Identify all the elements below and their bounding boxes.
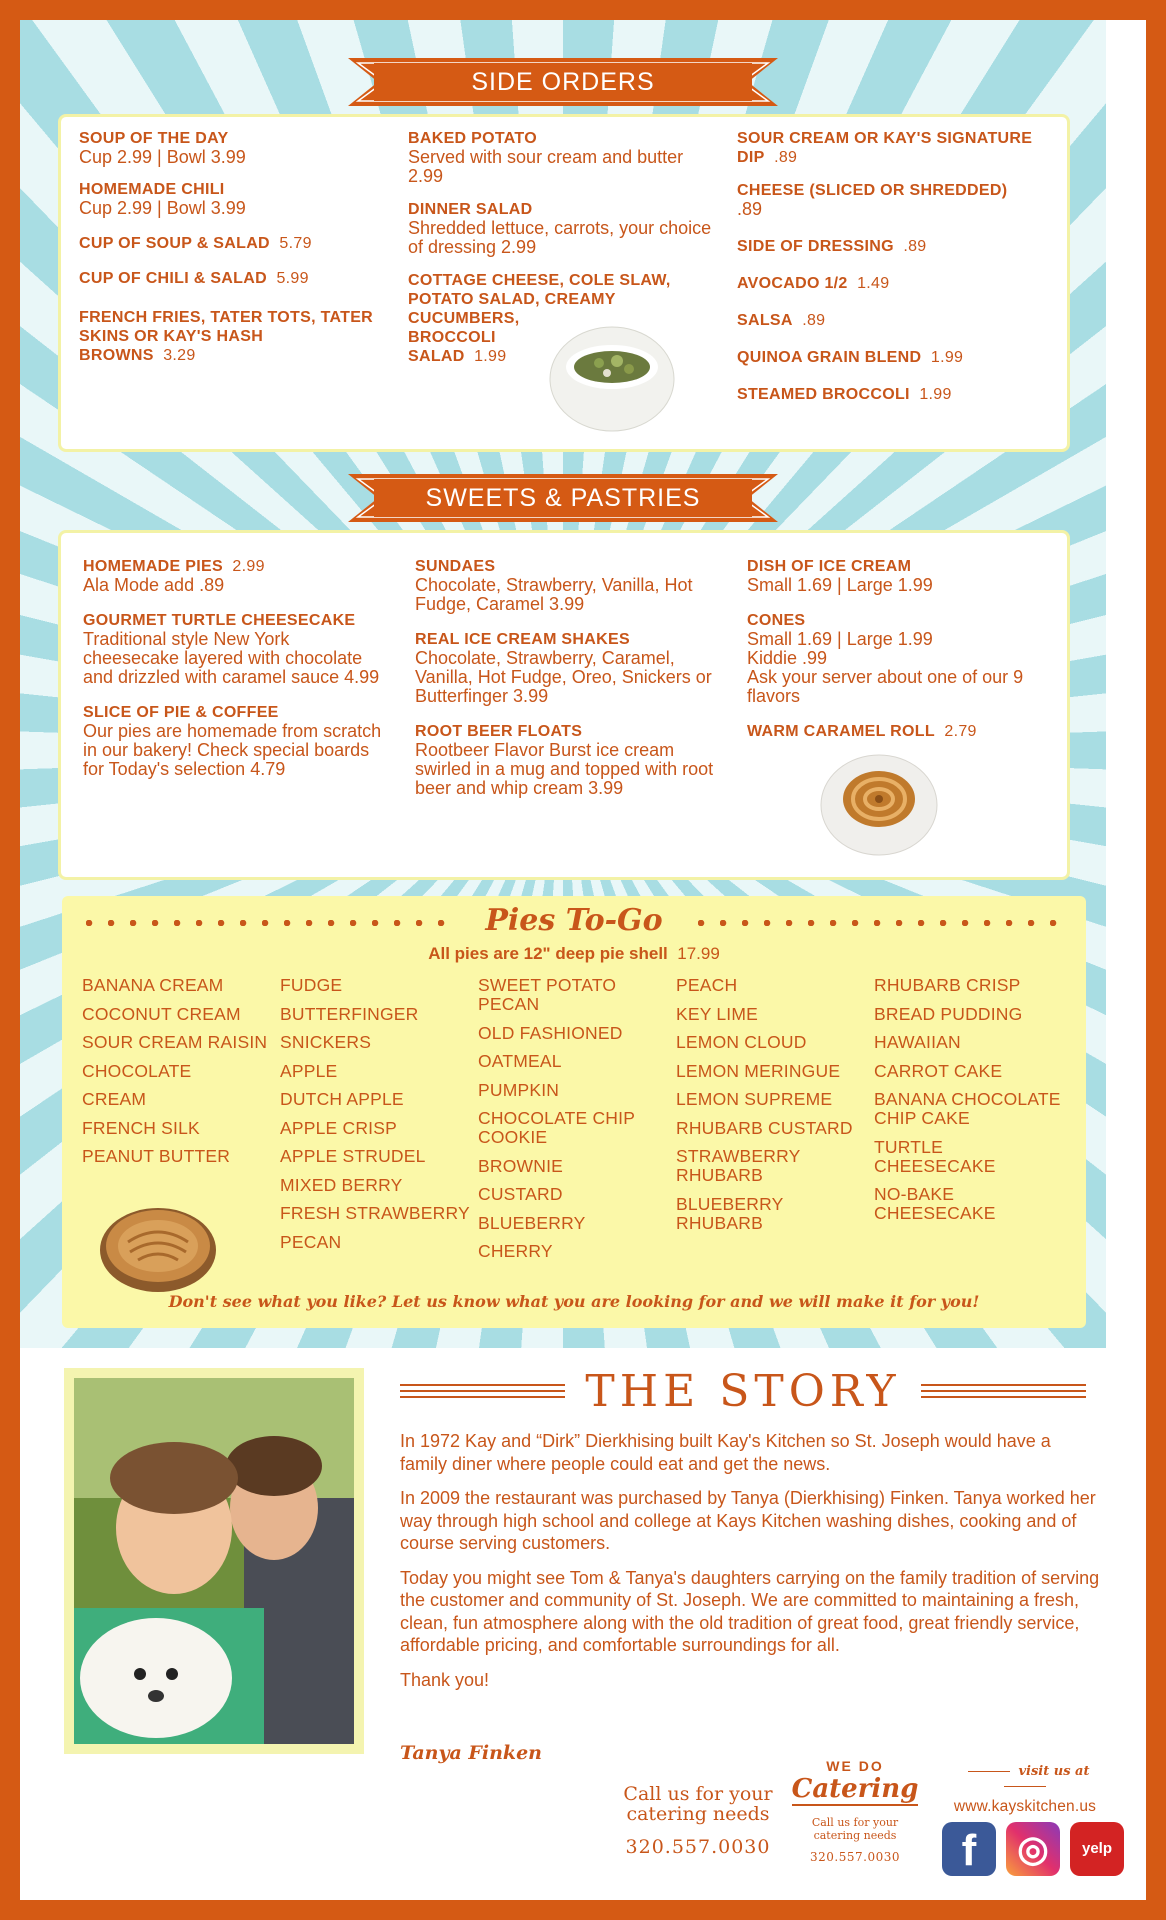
pie-flavor: FRESH STRAWBERRY (280, 1203, 470, 1223)
menu-item-name-line: CUCUMBERS, (408, 310, 520, 327)
catering-label: Catering (791, 1774, 919, 1804)
pies-subtitle-price: 17.99 (677, 944, 720, 963)
menu-item-name (737, 311, 1057, 330)
menu-item-price: 5.99 (276, 270, 309, 287)
menu-item-description: Ask your server about one of our 9 flavors (747, 667, 1024, 706)
pie-flavor: OATMEAL (478, 1051, 562, 1071)
pies-column-2 (280, 976, 470, 1261)
catering-small-line-1: Call us for your (811, 1816, 899, 1829)
menu-item-description: Chocolate, Strawberry, Vanilla, Hot Fudge, Caramel 3.99 (415, 575, 693, 614)
pie-flavor: LEMON CLOUD (676, 1032, 807, 1052)
menu-item-title: SOUR CREAM OR KAY'S SIGNATURE DIP (737, 130, 1033, 166)
menu-item (79, 180, 379, 218)
menu-item-title: GOURMET TURTLE CHEESECAKE (83, 612, 356, 629)
call-line-2: catering needs (626, 1803, 770, 1825)
menu-item-price: 5.79 (279, 235, 312, 252)
pie-flavor: LEMON MERINGUE (676, 1060, 841, 1081)
pie-flavor: PEACH (676, 975, 738, 995)
menu-item-title: DINNER SALAD (408, 201, 533, 218)
pies-column-1 (82, 976, 272, 1176)
menu-item-name (408, 129, 718, 148)
menu-item-title: ROOT BEER FLOATS (415, 723, 583, 740)
pies-header (62, 898, 1086, 944)
pies-subtitle (62, 944, 1086, 964)
menu-item-name (747, 611, 1047, 630)
facebook-icon[interactable] (942, 1822, 996, 1876)
pie-flavor: PECAN (280, 1231, 342, 1252)
menu-item-name (737, 237, 1057, 256)
menu-item-name (79, 269, 379, 288)
sweets-card (58, 530, 1070, 880)
menu-item (408, 200, 718, 257)
menu-item-name (79, 234, 379, 253)
menu-item-description: Served with sour cream and butter 2.99 (408, 147, 684, 186)
pie-flavor: PEANUT BUTTER (82, 1146, 231, 1166)
menu-item (83, 611, 383, 687)
pie-photo (98, 1202, 218, 1294)
pie-flavor: SOUR CREAM RAISIN (82, 1032, 268, 1052)
pies-title: Pies To-Go (485, 903, 663, 938)
menu-item-name-line: COTTAGE CHEESE, COLE SLAW, (408, 272, 671, 289)
side-orders-column-1 (79, 129, 379, 365)
menu-item (79, 129, 379, 167)
menu-item-title: SALSA (737, 312, 793, 329)
pie-flavor: BUTTERFINGER (280, 1003, 419, 1024)
pie-flavor: BANANA CHOCOLATE CHIP CAKE (874, 1089, 1061, 1128)
story-paragraph: In 1972 Kay and “Dirk” Dierkhising built Kay's Kitchen so St. Joseph would have a family diner where people could eat and get the news. (400, 1431, 1051, 1474)
menu-item-title: SLICE OF PIE & COFFEE (83, 704, 279, 721)
menu-item-price: 1.49 (857, 275, 890, 292)
menu-item-name (79, 180, 379, 199)
pie-flavor: BREAD PUDDING (874, 1003, 1023, 1024)
menu-item-description: Cup 2.99 | Bowl 3.99 (79, 147, 246, 167)
pie-flavor: BROWNIE (478, 1155, 564, 1176)
menu-item-title: CUP OF SOUP & SALAD (79, 235, 270, 252)
menu-item (737, 129, 1057, 167)
pie-flavor: SNICKERS (280, 1032, 372, 1052)
menu-item-price: 1.99 (474, 348, 507, 365)
pie-flavor: CUSTARD (478, 1184, 563, 1204)
menu-item-name (737, 181, 1057, 200)
menu-item-price: 2.99 (232, 558, 265, 575)
side-orders-card (58, 114, 1070, 452)
website-link[interactable]: www.kayskitchen.us (953, 1798, 1097, 1815)
story-paragraph: In 2009 the restaurant was purchased by Tanya (Dierkhising) Finken. Tanya worked her way through high school and college at Kays Kitchen washing dishes, cooking and of course serving customers. (400, 1488, 1096, 1553)
story-heading (400, 1366, 1086, 1416)
pies-footer: Don't see what you like? Let us know what you are looking for and we will make it for you! (168, 1292, 980, 1311)
sweets-column-1 (83, 557, 383, 779)
instagram-icon[interactable] (1006, 1822, 1060, 1876)
menu-item (415, 630, 715, 706)
menu-item-name (83, 557, 383, 576)
menu-item (737, 385, 1057, 404)
sweets-column-3 (747, 557, 1047, 741)
menu-item-description: Small 1.69 | Large 1.99 (747, 629, 933, 649)
menu-item-name (737, 129, 1057, 167)
pie-flavor: TURTLE CHEESECAKE (874, 1136, 996, 1176)
menu-item (737, 181, 1057, 219)
menu-item-title: STEAMED BROCCOLI (737, 386, 910, 403)
menu-item-name (737, 274, 1057, 293)
menu-item-name (747, 557, 1047, 576)
pie-flavor: APPLE STRUDEL (280, 1146, 426, 1166)
facebook-glyph: f (961, 1826, 977, 1875)
catering-small-phone[interactable]: 320.557.0030 (810, 1850, 900, 1864)
menu-item (83, 703, 383, 779)
story-lines-right (921, 1384, 1086, 1398)
menu-item-name (79, 308, 379, 365)
signature: Tanya Finken (400, 1742, 542, 1764)
pies-column-3 (478, 976, 668, 1271)
menu-item (737, 274, 1057, 293)
menu-item-price: 1.99 (919, 386, 952, 403)
side-orders-title: SIDE ORDERS (471, 68, 655, 96)
menu-item-title: QUINOA GRAIN BLEND (737, 349, 922, 366)
family-photo-frame (64, 1368, 364, 1754)
pie-flavor: MIXED BERRY (280, 1174, 403, 1195)
pie-flavor: NO-BAKE CHEESECAKE (874, 1184, 996, 1223)
pie-flavor: APPLE (280, 1060, 338, 1081)
sweets-column-2 (415, 557, 715, 798)
pie-flavor: PUMPKIN (478, 1079, 560, 1100)
pies-column-4 (676, 976, 866, 1242)
phone-number[interactable]: 320.557.0030 (625, 1836, 771, 1858)
pie-flavor: CHOCOLATE (82, 1060, 192, 1081)
menu-item-name (415, 557, 715, 576)
story-paragraph: Thank you! (400, 1669, 490, 1690)
pie-flavor: LEMON SUPREME (676, 1089, 833, 1109)
story-paragraph: Today you might see Tom & Tanya's daughters carrying on the family tradition of serving the customer and community of St. Joseph. We are committed to maintaining a fresh, clean, fun atmosphere along with the old tradition of great food, great friendly service, affordable pricing, and comfortable surroundings for all. (400, 1567, 1100, 1655)
family-photo (74, 1378, 354, 1744)
side-orders-column-3 (737, 129, 1057, 404)
story-lines-left (400, 1384, 565, 1398)
pie-flavor: BLUEBERRY (478, 1212, 586, 1233)
call-line-1: Call us for your (623, 1783, 773, 1805)
pie-flavor: SWEET POTATO PECAN (478, 975, 617, 1014)
menu-item-price: .89 (802, 312, 826, 329)
menu-item (79, 269, 379, 288)
pie-flavor: RHUBARB CRISP (874, 975, 1021, 995)
pies-column-5 (874, 976, 1064, 1233)
menu-item-title: CONES (747, 612, 806, 629)
pie-flavor: HAWAIIAN (874, 1032, 961, 1052)
menu-item (747, 722, 1047, 741)
menu-item-title: REAL ICE CREAM SHAKES (415, 631, 630, 648)
menu-item-name (737, 348, 1057, 367)
menu-item-title: AVOCADO 1/2 (737, 275, 848, 292)
menu-item-name-line: SALAD (408, 348, 465, 365)
pie-flavor: FRENCH SILK (82, 1117, 200, 1138)
pie-flavor: APPLE CRISP (280, 1117, 397, 1138)
menu-item (737, 311, 1057, 330)
instagram-glyph: ◎ (1017, 1828, 1049, 1869)
dots-divider-left (86, 920, 456, 926)
menu-item-description: Kiddie .99 (747, 648, 828, 668)
menu-item-description: Rootbeer Flavor Burst ice cream swirled in a mug and topped with root beer and whip cream 3.99 (415, 740, 714, 798)
pie-flavor: CHERRY (478, 1241, 553, 1261)
pie-flavor: CARROT CAKE (874, 1060, 1003, 1081)
catering-small-line-2: catering needs (813, 1829, 897, 1842)
pie-flavor: COCONUT CREAM (82, 1003, 241, 1024)
menu-item-description: Traditional style New York cheesecake layered with chocolate and drizzled with caramel sauce 4.99 (83, 629, 380, 687)
pie-flavor: DUTCH APPLE (280, 1089, 404, 1109)
menu-item-name (83, 611, 383, 630)
sweets-banner (348, 470, 778, 526)
menu-item-title: SUNDAES (415, 558, 496, 575)
menu-item-price: .89 (903, 238, 927, 255)
menu-item-name (737, 385, 1057, 404)
menu-item-title: HOMEMADE CHILI (79, 181, 225, 198)
side-orders-banner (348, 54, 778, 110)
pie-flavor: RHUBARB CUSTARD (676, 1117, 853, 1138)
menu-item-price: 2.79 (944, 723, 977, 740)
menu-item (79, 234, 379, 253)
pie-flavor: STRAWBERRY RHUBARB (676, 1146, 801, 1185)
menu-item-name (415, 630, 715, 649)
menu-item (408, 129, 718, 186)
menu-item (737, 348, 1057, 367)
menu-item-title: SOUP OF THE DAY (79, 130, 229, 147)
catering-call-block (608, 1784, 788, 1858)
menu-item-title: SIDE OF DRESSING (737, 238, 894, 255)
pie-flavor: BANANA CREAM (82, 975, 224, 995)
menu-item-name (415, 722, 715, 741)
story-title: THE STORY (585, 1366, 901, 1417)
visit-label: visit us at (940, 1764, 1110, 1794)
menu-item (415, 722, 715, 798)
menu-item-title: BAKED POTATO (408, 130, 537, 147)
catering-badge (790, 1758, 920, 1864)
menu-item-title: FRENCH FRIES, TATER TOTS, TATER SKINS OR KAY'S HASH BROWNS (79, 309, 374, 364)
yelp-icon[interactable] (1070, 1822, 1124, 1876)
menu-item-price: 1.99 (930, 349, 964, 366)
pie-flavor: BLUEBERRY RHUBARB (676, 1193, 784, 1233)
we-do-label: WE DO (826, 1758, 884, 1774)
pie-flavor: CREAM (82, 1089, 147, 1109)
menu-item-name-line: BROCCOLI (408, 329, 496, 346)
story-text (400, 1430, 1100, 1703)
menu-item-title: CUP OF CHILI & SALAD (79, 270, 267, 287)
menu-item-name (79, 129, 379, 148)
pies-subtitle-text: All pies are 12" deep pie shell (428, 944, 668, 963)
menu-item-title: WARM CARAMEL ROLL (747, 723, 935, 740)
menu-item-description: Our pies are homemade from scratch in our bakery! Check special boards for Today's selection 4.79 (83, 721, 382, 779)
menu-item (415, 557, 715, 614)
dots-divider-right (698, 920, 1068, 926)
pie-flavor: CHOCOLATE CHIP COOKIE (478, 1108, 635, 1147)
menu-item (83, 557, 383, 595)
visit-block (940, 1764, 1110, 1816)
menu-item-description: Chocolate, Strawberry, Caramel, Vanilla, Hot Fudge, Oreo, Snickers or Butterfinger 3.99 (415, 648, 712, 706)
menu-item (747, 557, 1047, 595)
menu-item-price: .89 (774, 149, 798, 166)
menu-item-name (83, 703, 383, 722)
yelp-glyph: yelp (1081, 1840, 1112, 1857)
menu-item-description: Ala Mode add .89 (83, 575, 225, 595)
menu-item-description: Shredded lettuce, carrots, your choice of dressing 2.99 (408, 218, 712, 257)
menu-item-title: CHEESE (SLICED OR SHREDDED) (737, 182, 1008, 199)
menu-item-description: Small 1.69 | Large 1.99 (747, 575, 933, 595)
caramel-roll-photo (819, 753, 939, 857)
menu-item-price: 3.29 (163, 347, 196, 364)
menu-item (747, 611, 1047, 706)
pie-flavor: OLD FASHIONED (478, 1022, 623, 1043)
menu-item-name (747, 722, 1047, 741)
pie-flavor: KEY LIME (676, 1003, 759, 1024)
menu-item (79, 308, 379, 365)
menu-item-name-line: POTATO SALAD, CREAMY (408, 291, 616, 308)
menu-item-description: .89 (737, 199, 763, 219)
menu-item-title: HOMEMADE PIES (83, 558, 223, 575)
menu-item-description: Cup 2.99 | Bowl 3.99 (79, 198, 246, 218)
pie-flavor: FUDGE (280, 975, 343, 995)
pies-to-go-panel (62, 896, 1086, 1328)
sweets-title: SWEETS & PASTRIES (425, 484, 701, 512)
menu-item (737, 237, 1057, 256)
broccoli-salad-photo (547, 323, 677, 435)
menu-item-title: DISH OF ICE CREAM (747, 558, 912, 575)
menu-item-name (408, 200, 718, 219)
